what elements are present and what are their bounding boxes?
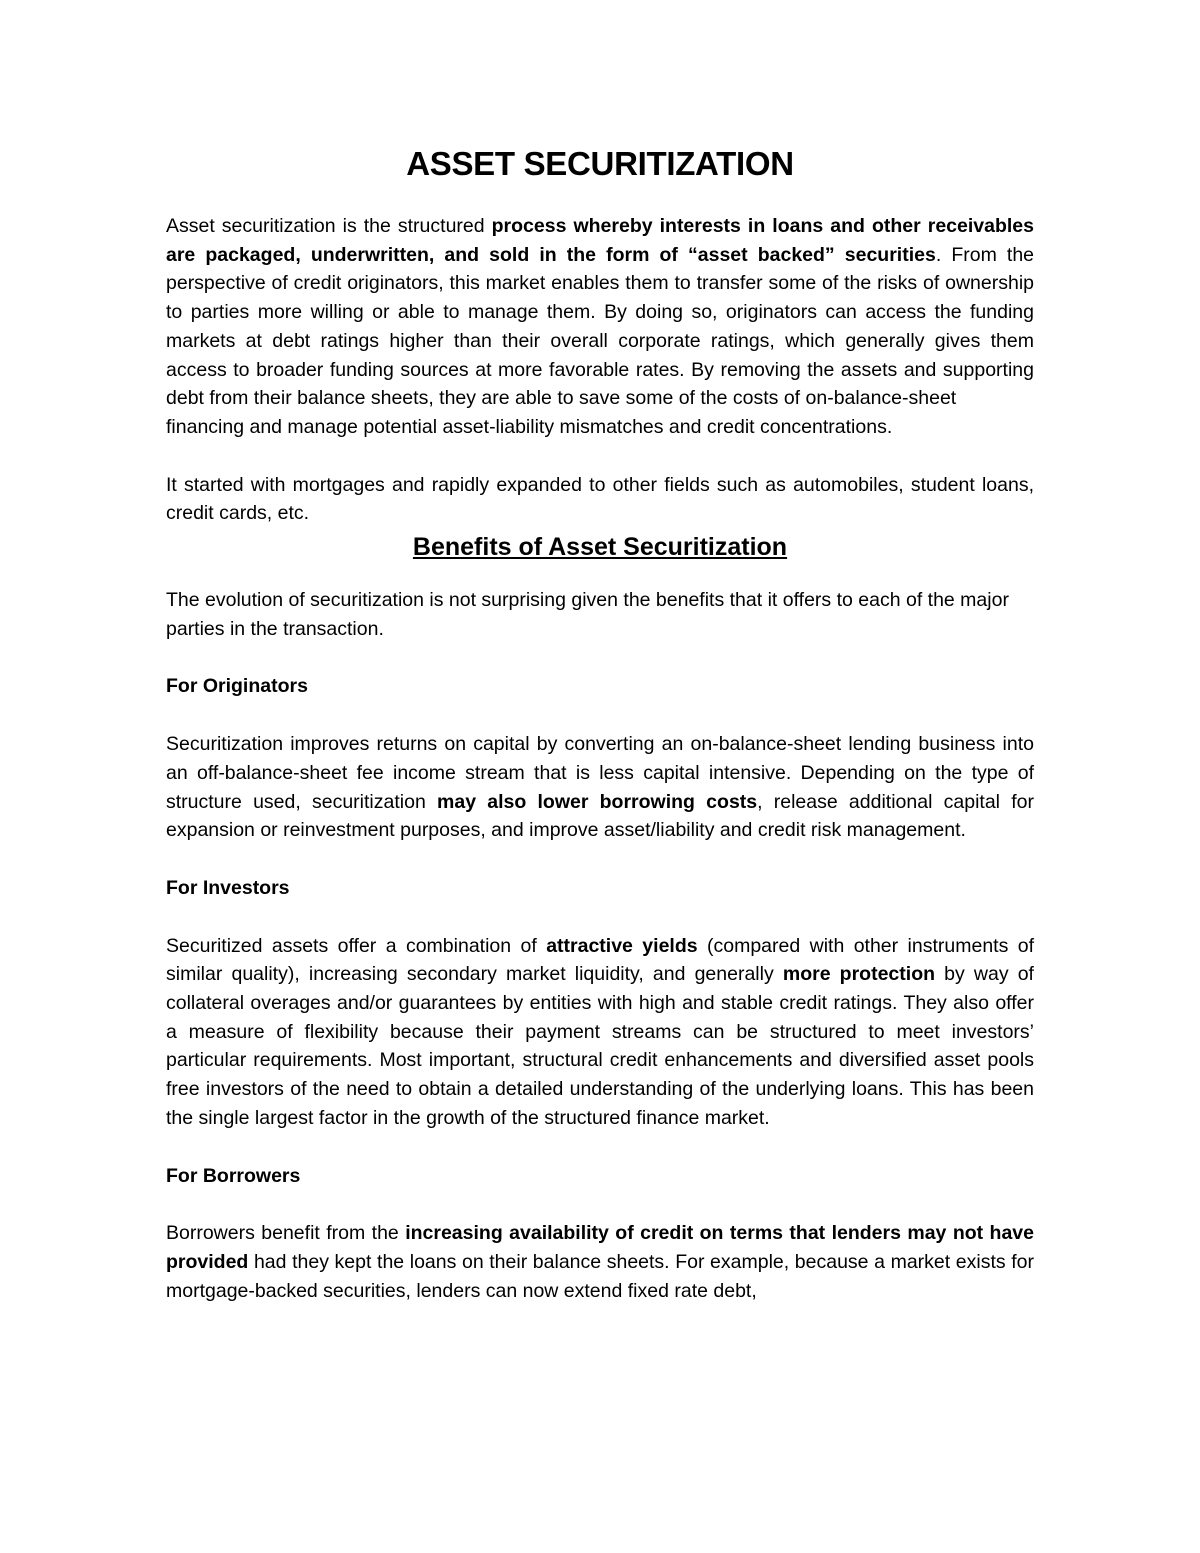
spacer	[166, 845, 1034, 874]
document-body	[166, 142, 1034, 1305]
originators-paragraph	[166, 730, 1034, 845]
document-title: ASSET SECURITIZATION	[406, 145, 794, 182]
investors-bold-yields: attractive yields	[546, 934, 698, 957]
originators-bold: may also lower borrowing costs	[437, 790, 758, 813]
benefits-intro-paragraph: The evolution of securitization is not surprising given the benefits that it offers to each of the major parties in the transaction.	[166, 589, 1009, 640]
borrowers-bold: increasing availability of credit on terms that lenders may not have provided	[166, 1222, 1034, 1273]
spacer	[166, 1190, 1034, 1219]
spacer	[166, 903, 1034, 932]
spacer	[166, 643, 1034, 672]
investors-heading: For Investors	[166, 876, 290, 899]
intro-paragraph-continued	[166, 413, 1034, 442]
benefits-heading: Benefits of Asset Securitization	[412, 533, 788, 562]
investors-text-2: (compared with other instruments of similar quality), increasing secondary market liquidity, and generally	[166, 934, 1035, 986]
intro-paragraph	[166, 212, 1034, 413]
history-paragraph: It started with mortgages and rapidly expanded to other fields such as automobiles, student loans, credit cards, etc.	[166, 473, 1034, 525]
borrowers-text-2: had they kept the loans on their balance sheets. For example, because a market exists for mortgage-backed securities, lenders can now extend fixed rate debt,	[166, 1250, 1034, 1302]
originators-text-2: , release additional capital for expansion or reinvestment purposes, and improve asset/liability and credit risk management.	[166, 790, 1034, 842]
spacer	[166, 442, 1034, 471]
investors-paragraph	[166, 932, 1034, 1133]
investors-text-1: Securitized assets offer a combination of	[166, 934, 547, 957]
spacer	[166, 701, 1034, 730]
intro-bold-definition: process whereby interests in loans and other receivables are packaged, underwritten, and sold in the form of “asset backed” securities	[166, 215, 1034, 266]
borrowers-text-1: Borrowers benefit from the	[166, 1222, 406, 1245]
originators-text-1: Securitization improves returns on capital by converting an on-balance-sheet lending business into an off-balance-sheet fee income stream that is less capital intensive. Depending on the type of structure used, securitization	[166, 733, 1034, 813]
borrowers-paragraph	[166, 1219, 1034, 1305]
investors-text-3: by way of collateral overages and/or guarantees by entities with high and stable credit ratings. They also offer a measure of flexibility because their payment streams can be structured to meet investors’ particular requirements. Most important, structural credit enhancements and diversified asset pools free investors of the need to obtain a detailed understanding of the underlying loans. This has been the single largest factor in the growth of the structured finance market.	[166, 963, 1034, 1129]
originators-heading: For Originators	[166, 675, 308, 698]
intro-text-2: . From the perspective of credit originators, this market enables them to transfer some of the risks of ownership to parties more willing or able to manage them. By doing so, originators can access the funding markets at debt ratings higher than their overall corporate ratings, which generally gives them access to broader funding sources at more favorable rates. By removing the assets and supporting debt from their balance sheets, they are able to save some of the costs of on-balance-sheet	[166, 243, 1035, 410]
investors-bold-protection: more protection	[782, 963, 936, 986]
intro-text-1: Asset securitization is the structured	[166, 215, 492, 237]
borrowers-heading: For Borrowers	[166, 1164, 301, 1187]
spacer	[166, 1133, 1034, 1162]
intro-text-3: financing and manage potential asset-liability mismatches and credit concentrations.	[166, 415, 893, 438]
